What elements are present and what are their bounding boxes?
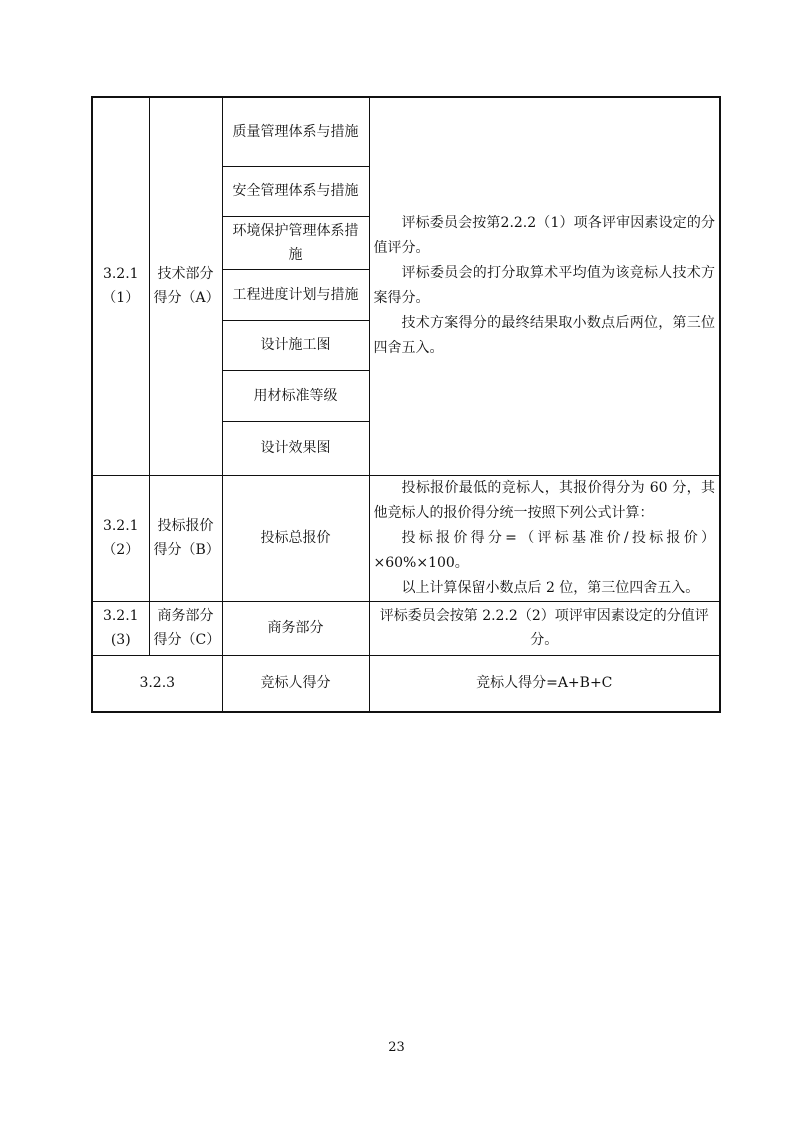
row4-factor: 竞标人得分 bbox=[222, 655, 369, 712]
factor-quality: 质量管理体系与措施 bbox=[222, 97, 369, 166]
page-number: 23 bbox=[388, 1040, 405, 1055]
row2-item: 投标报价 得分（B） bbox=[149, 475, 222, 601]
row4-code: 3.2.3 bbox=[92, 655, 222, 712]
row2-factor: 投标总报价 bbox=[222, 475, 369, 601]
row1-item: 技术部分 得分（A） bbox=[149, 97, 222, 475]
row3-item: 商务部分 得分（C） bbox=[149, 601, 222, 655]
row2-description: 投标报价最低的竞标人，其报价得分为 60 分，其他竞标人的报价得分统一按照下列公式计算： 投标报价得分=（评标基准价/投标报价）×60%×100。 以上计算保留小数点后 2 位，第三位四舍五入。 bbox=[369, 475, 720, 601]
row1-description: 评标委员会按第2.2.2（1）项各评审因素设定的分值评分。 评标委员会的打分取算术平均值为该竞标人技术方案得分。 技术方案得分的最终结果取小数点后两位，第三位四舍五入。 bbox=[369, 97, 720, 475]
row3-description: 评标委员会按第 2.2.2（2）项评审因素设定的分值评分。 bbox=[369, 601, 720, 655]
factor-schedule: 工程进度计划与措施 bbox=[222, 269, 369, 320]
factor-safety: 安全管理体系与措施 bbox=[222, 166, 369, 216]
row3-code: 3.2.1 (3) bbox=[92, 601, 149, 655]
row4-description: 竞标人得分=A+B+C bbox=[369, 655, 720, 712]
row2-code: 3.2.1 （2） bbox=[92, 475, 149, 601]
factor-materials: 用材标准等级 bbox=[222, 370, 369, 421]
factor-rendering: 设计效果图 bbox=[222, 421, 369, 475]
scoring-table bbox=[91, 96, 721, 713]
factor-drawings: 设计施工图 bbox=[222, 320, 369, 370]
row3-factor: 商务部分 bbox=[222, 601, 369, 655]
factor-environment: 环境保护管理体系措施 bbox=[222, 216, 369, 269]
row1-code: 3.2.1 （1） bbox=[92, 97, 149, 475]
